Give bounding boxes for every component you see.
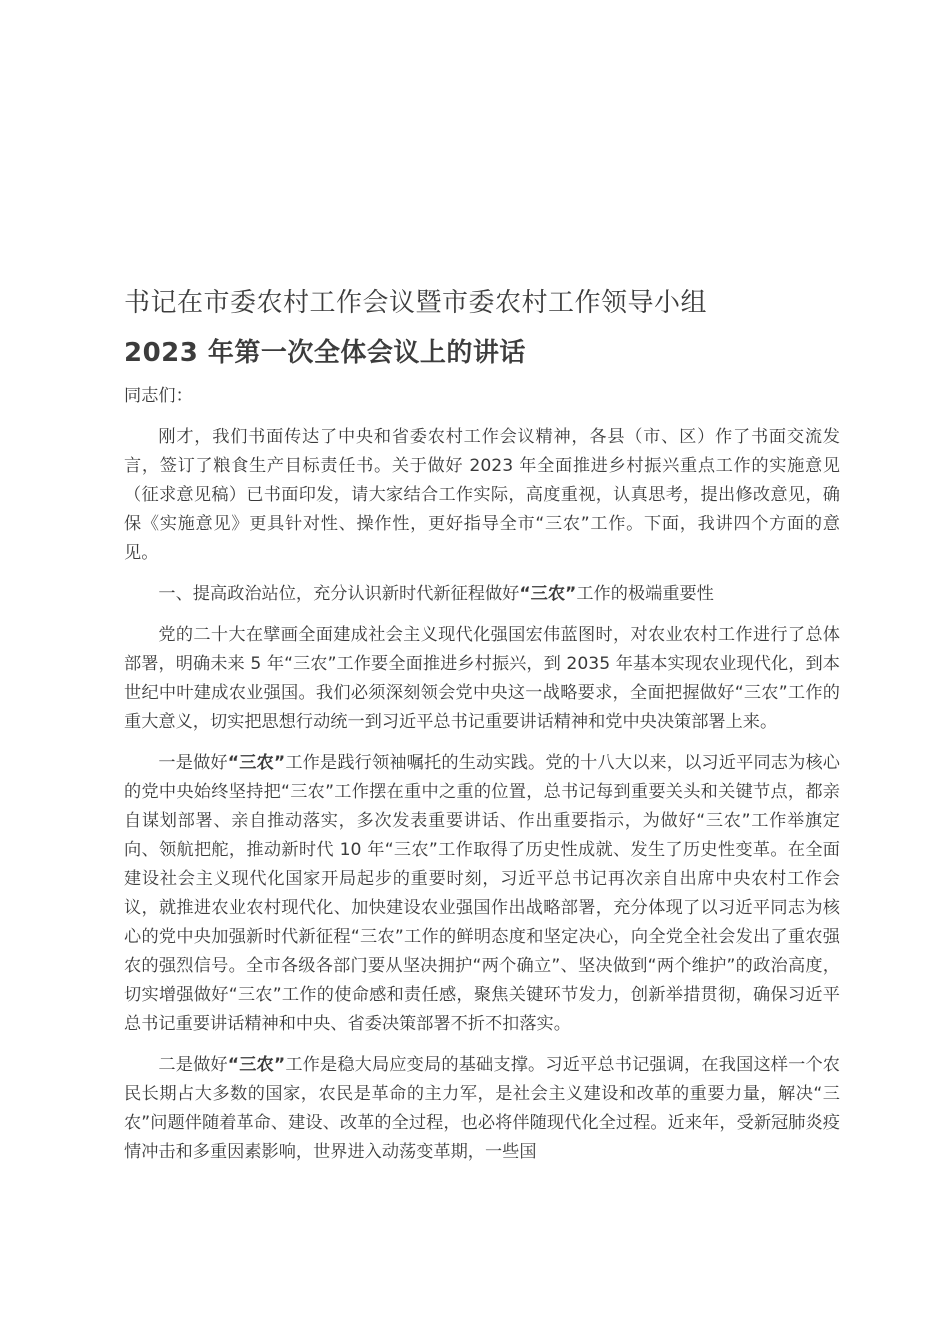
paragraph-3-lead (158, 753, 545, 773)
title-line-2: 2023 年第一次全体会议上的讲话 (124, 338, 526, 368)
paragraph-3-lead-quote: “三农” (227, 753, 286, 773)
paragraph-4-lead-post: 工作是稳大局应变局的基础支撑。 (285, 1055, 546, 1075)
paragraph-3-lead-pre: 一是做好 (158, 753, 228, 773)
paragraph-3-lead-post: 工作是践行领袖嘱托的生动实践。 (285, 753, 546, 773)
heading-1-text-pre: 一、提高政治站位，充分认识新时代新征程做好 (158, 584, 520, 604)
paragraph-4-lead-pre: 二是做好 (158, 1055, 228, 1075)
paragraph-3-body: 党的十八大以来，以习近平同志为核心的党中央始终坚持把“三农”工作摆在重中之重的位置，总书记每到重要关头和关键节点，都亲自谋划部署、亲自推动落实，多次发表重要讲话、作出重要指示，为做好“三农”工作举旗定向、领航把舵，推动新时代 10 年“三农”工作取得了历史性成就、发生了历史性变革。在全面建设社会主义现代化国家开局起步的重要时刻，习近平总书记再次亲自出席中央农村工作会议，就推进农业农村现代化、加快建设农业强国作出战略部署，充分体现了以习近平同志为核心的党中央加强新时代新征程“三农”工作的鲜明态度和坚定决心，向全党全社会发出了重农强农的强烈信号。全市各级各部门要从坚决拥护“两个确立”、坚决做到“两个维护”的政治高度，切实增强做好“三农”工作的使命感和责任感，聚焦关键环节发力，创新举措贯彻，确保习近平总书记重要讲话精神和中央、省委决策部署不折不扣落实。 (124, 753, 840, 1034)
document-title (124, 278, 844, 378)
document-body (124, 382, 840, 1179)
section-heading-1 (124, 580, 840, 609)
paragraph-1: 刚才，我们书面传达了中央和省委农村工作会议精神，各县（市、区）作了书面交流发言，签订了粮食生产目标责任书。关于做好 2023 年全面推进乡村振兴重点工作的实施意见（征求意见稿）已书面印发，请大家结合工作实际，高度重视，认真思考，提出修改意见，确保《实施意见》更具针对性、操作性，更好指导全市“三农”工作。下面，我讲四个方面的意见。 (124, 427, 840, 563)
title-line-1: 书记在市委农村工作会议暨市委农村工作领导小组 (124, 288, 708, 318)
paragraph-4-body: 习近平总书记强调，在我国这样一个农民长期占大多数的国家，农民是革命的主力军，是社会主义建设和改革的重要力量，解决“三农”问题伴随着革命、建设、改革的全过程，也必将伴随现代化全过程。近来年，受新冠肺炎疫情冲击和多重因素影响，世界进入动荡变革期，一些国 (124, 1055, 840, 1162)
paragraph-2: 党的二十大在擘画全面建成社会主义现代化强国宏伟蓝图时，对农业农村工作进行了总体部署，明确未来 5 年“三农”工作要全面推进乡村振兴，到 2035 年基本实现农业现代化，到本世纪中叶建成农业强国。我们必须深刻领会党中央这一战略要求，全面把握做好“三农”工作的重大意义，切实把思想行动统一到习近平总书记重要讲话精神和党中央决策部署上来。 (124, 625, 840, 732)
heading-1-text-post: 工作的极端重要性 (576, 584, 714, 604)
paragraph-4-lead (158, 1055, 545, 1075)
paragraph-4 (124, 1051, 840, 1167)
salutation: 同志们： (124, 386, 193, 406)
heading-1-quote: “三农” (519, 584, 577, 604)
paragraph-3 (124, 749, 840, 1039)
paragraph-4-lead-quote: “三农” (227, 1055, 286, 1075)
